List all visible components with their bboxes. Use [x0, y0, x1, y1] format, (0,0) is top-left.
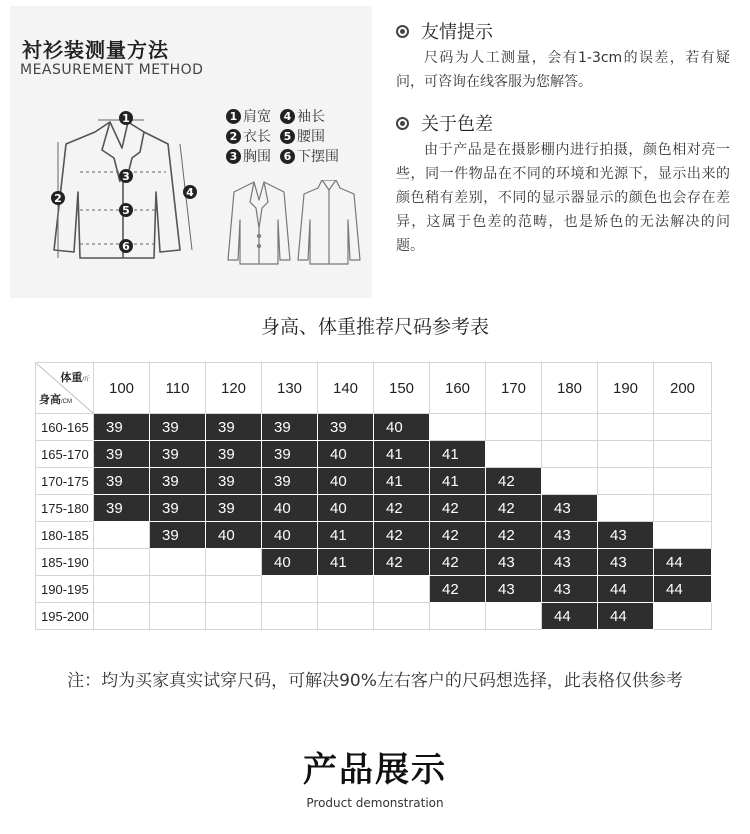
size-cell: 44 [598, 603, 654, 630]
size-cell: 39 [262, 441, 318, 468]
size-cell: 42 [374, 495, 430, 522]
empty-cell [654, 522, 712, 549]
size-cell: 39 [94, 495, 150, 522]
empty-cell [654, 441, 712, 468]
diagram-label-3: 3 [122, 170, 130, 183]
weight-header-cell: 120 [206, 363, 262, 414]
legend-item: 2 衣长 [226, 126, 271, 146]
size-cell: 42 [486, 522, 542, 549]
zip-jacket-sketch [296, 180, 362, 266]
size-cell: 42 [430, 495, 486, 522]
empty-cell [150, 603, 206, 630]
empty-cell [654, 414, 712, 441]
size-cell: 39 [150, 495, 206, 522]
empty-cell [430, 603, 486, 630]
empty-cell [654, 603, 712, 630]
size-cell: 40 [374, 414, 430, 441]
empty-cell [542, 441, 598, 468]
friendly-tip-heading: 友情提示 [396, 18, 493, 44]
size-cell: 39 [94, 468, 150, 495]
size-cell: 39 [206, 468, 262, 495]
size-cell: 39 [318, 414, 374, 441]
friendly-tip-text: 尺码为人工测量，会有1-3cm的误差，若有疑问，可咨询在线客服为您解答。 [396, 50, 730, 90]
legend-item: 4 袖长 [280, 106, 325, 126]
size-cell: 43 [542, 549, 598, 576]
diagram-label-1: 1 [122, 112, 130, 125]
size-table-row [36, 576, 712, 603]
weight-header-cell: 160 [430, 363, 486, 414]
bullet-ring-icon [396, 25, 409, 38]
size-cell: 39 [94, 414, 150, 441]
empty-cell [206, 576, 262, 603]
empty-cell [262, 603, 318, 630]
size-cell: 41 [318, 522, 374, 549]
size-cell: 44 [654, 549, 712, 576]
size-cell: 43 [542, 522, 598, 549]
size-table-title: 身高、体重推荐尺码参考表 [260, 316, 489, 338]
product-demo-title: 产品展示 [303, 750, 447, 790]
size-cell: 42 [486, 495, 542, 522]
empty-cell [150, 576, 206, 603]
size-cell: 39 [262, 414, 318, 441]
empty-cell [262, 576, 318, 603]
size-cell: 43 [598, 522, 654, 549]
empty-cell [598, 468, 654, 495]
diagram-label-2: 2 [54, 192, 62, 205]
legend-item: 6 下摆围 [280, 146, 339, 166]
empty-cell [486, 603, 542, 630]
empty-cell [318, 603, 374, 630]
size-cell: 41 [318, 549, 374, 576]
height-range-cell: 165-170 [36, 441, 94, 468]
empty-cell [94, 576, 150, 603]
size-cell: 40 [262, 522, 318, 549]
size-cell: 43 [486, 549, 542, 576]
size-cell: 40 [318, 495, 374, 522]
size-cell: 39 [206, 441, 262, 468]
empty-cell [598, 441, 654, 468]
size-cell: 44 [654, 576, 712, 603]
size-table-row [36, 603, 712, 630]
weight-header-cell: 180 [542, 363, 598, 414]
weight-header-cell: 190 [598, 363, 654, 414]
corner-height-label: 身高/CM [39, 394, 72, 406]
size-cell: 40 [318, 468, 374, 495]
size-cell: 43 [542, 576, 598, 603]
empty-cell [374, 603, 430, 630]
size-table-header-row [36, 363, 712, 414]
empty-cell [654, 495, 712, 522]
empty-cell [206, 603, 262, 630]
diagram-label-4: 4 [186, 186, 194, 199]
weight-header-cell: 200 [654, 363, 712, 414]
size-cell: 41 [430, 441, 486, 468]
height-range-cell: 180-185 [36, 522, 94, 549]
size-cell: 42 [374, 549, 430, 576]
legend-item: 1 肩宽 [226, 106, 271, 126]
legend-item: 5 腰围 [280, 126, 325, 146]
size-cell: 39 [150, 414, 206, 441]
empty-cell [150, 549, 206, 576]
empty-cell [94, 549, 150, 576]
height-range-cell: 185-190 [36, 549, 94, 576]
size-table-row [36, 468, 712, 495]
size-cell: 39 [262, 468, 318, 495]
empty-cell [374, 576, 430, 603]
size-cell: 42 [374, 522, 430, 549]
legend-item: 3 胸围 [226, 146, 271, 166]
suit-jacket-sketch [226, 180, 292, 266]
size-cell: 39 [150, 441, 206, 468]
size-cell: 44 [542, 603, 598, 630]
size-table-row [36, 495, 712, 522]
size-table [35, 362, 712, 630]
size-cell: 39 [94, 441, 150, 468]
empty-cell [542, 414, 598, 441]
size-cell: 43 [486, 576, 542, 603]
empty-cell [430, 414, 486, 441]
size-cell: 42 [430, 522, 486, 549]
weight-header-cell: 130 [262, 363, 318, 414]
empty-cell [318, 576, 374, 603]
diagram-label-6: 6 [122, 240, 130, 253]
height-range-cell: 175-180 [36, 495, 94, 522]
empty-cell [94, 522, 150, 549]
weight-header-cell: 110 [150, 363, 206, 414]
size-cell: 41 [430, 468, 486, 495]
product-demo-subtitle: Product demonstration [306, 796, 444, 810]
empty-cell [542, 468, 598, 495]
empty-cell [654, 468, 712, 495]
size-cell: 43 [542, 495, 598, 522]
size-cell: 39 [150, 468, 206, 495]
size-cell: 41 [374, 468, 430, 495]
height-range-cell: 170-175 [36, 468, 94, 495]
empty-cell [486, 441, 542, 468]
empty-cell [486, 414, 542, 441]
size-table-row [36, 549, 712, 576]
empty-cell [206, 549, 262, 576]
height-range-cell: 190-195 [36, 576, 94, 603]
weight-header-cell: 170 [486, 363, 542, 414]
table-corner-cell [36, 363, 94, 414]
measurement-subtitle: MEASUREMENT METHOD [20, 62, 204, 78]
size-cell: 42 [486, 468, 542, 495]
size-cell: 40 [262, 549, 318, 576]
size-cell: 41 [374, 441, 430, 468]
size-cell: 42 [430, 576, 486, 603]
fit-note: 注：均为买家真实试穿尺码，可解决90%左右客户的尺码想选择，此表格仅供参考 [67, 671, 683, 691]
size-cell: 39 [206, 495, 262, 522]
shirt-measurement-diagram [40, 100, 220, 280]
measurement-title: 衬衫装测量方法 [22, 38, 169, 62]
corner-weight-label: 体重/斤 [60, 372, 90, 384]
color-diff-heading: 关于色差 [396, 110, 493, 136]
weight-header-cell: 150 [374, 363, 430, 414]
size-cell: 44 [598, 576, 654, 603]
height-range-cell: 160-165 [36, 414, 94, 441]
size-cell: 40 [318, 441, 374, 468]
weight-header-cell: 100 [94, 363, 150, 414]
size-cell: 40 [262, 495, 318, 522]
height-range-cell: 195-200 [36, 603, 94, 630]
weight-header-cell: 140 [318, 363, 374, 414]
size-cell: 39 [150, 522, 206, 549]
size-cell: 42 [430, 549, 486, 576]
size-table-row [36, 522, 712, 549]
empty-cell [598, 414, 654, 441]
empty-cell [598, 495, 654, 522]
color-diff-text: 由于产品是在摄影棚内进行拍摄，颜色相对亮一些，同一件物品在不同的环境和光源下，显示出来的颜色稍有差别，不同的显示器显示的颜色也会存在差异，这属于色差的范畴，也是矫色的无法解决的问题。 [396, 142, 730, 254]
size-cell: 43 [598, 549, 654, 576]
diagram-label-5: 5 [122, 204, 130, 217]
size-cell: 40 [206, 522, 262, 549]
size-table-row [36, 414, 712, 441]
bullet-ring-icon [396, 117, 409, 130]
size-cell: 39 [206, 414, 262, 441]
size-table-row [36, 441, 712, 468]
empty-cell [94, 603, 150, 630]
